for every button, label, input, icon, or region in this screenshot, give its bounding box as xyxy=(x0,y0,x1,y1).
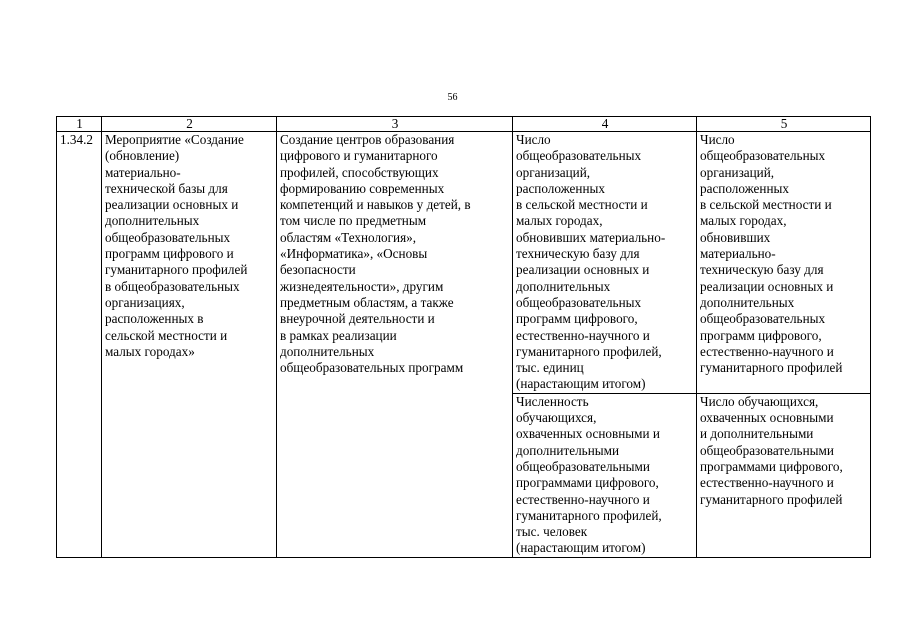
event-cell xyxy=(102,132,277,558)
header-col-1: 1 xyxy=(57,117,102,132)
event-text: Мероприятие «Создание (обновление) материально- технической базы для реализации основных и дополнительных общеобразовательных программ цифрового и гуманитарного профилей в общеобразовательных организациях, расположенных в сельской местности и малых городах» xyxy=(105,132,248,359)
indicator-1-col4-text: Число общеобразовательных организаций, расположенных в сельской местности и малых городах, обновивших материально- техническую базу для реализации основных и дополнительных общеобразовательных программ цифрового, естественно-научного и гуманитарного профилей, тыс. единиц (нарастающим итогом) xyxy=(516,132,666,392)
header-col-4: 4 xyxy=(513,117,697,132)
indicators-table xyxy=(56,116,871,558)
indicator-1-col5-text: Число общеобразовательных организаций, расположенных в сельской местности и малых городах, обновивших материально- техническую базу для реализации основных и дополнительных общеобразовательных программ цифрового, естественно-научного и гуманитарного профилей xyxy=(700,132,843,376)
result-cell xyxy=(277,132,513,558)
indicator-1-col5-cell xyxy=(697,132,871,394)
header-col-3: 3 xyxy=(277,117,513,132)
indicator-2-col4-cell xyxy=(513,393,697,557)
row-number-cell xyxy=(57,132,102,558)
result-text: Создание центров образования цифрового и гуманитарного профилей, способствующих формированию современных компетенций и навыков у детей, в том числе по предметным областям «Технология», «Информатика», «Основы безопасности жизнедеятельности», другим предметным областям, а также внеурочной деятельности и в рамках реализации дополнительных общеобразовательных программ xyxy=(280,132,471,376)
row-number: 1.34.2 xyxy=(60,132,93,147)
table-row xyxy=(57,132,871,394)
page-number: 56 xyxy=(447,92,458,103)
indicator-2-col4-text: Численность обучающихся, охваченных основными и дополнительными общеобразовательными программами цифрового, естественно-научного и гуманитарного профилей, тыс. человек (нарастающим итогом) xyxy=(516,393,662,556)
header-col-5: 5 xyxy=(697,117,871,132)
indicator-2-col5-cell xyxy=(697,393,871,557)
header-row xyxy=(57,117,871,132)
indicator-1-col4-cell xyxy=(513,132,697,394)
header-col-2: 2 xyxy=(102,117,277,132)
indicator-2-col5-text: Число обучающихся, охваченных основными и дополнительными общеобразовательными программами цифрового, естественно-научного и гуманитарного профилей xyxy=(700,393,843,507)
